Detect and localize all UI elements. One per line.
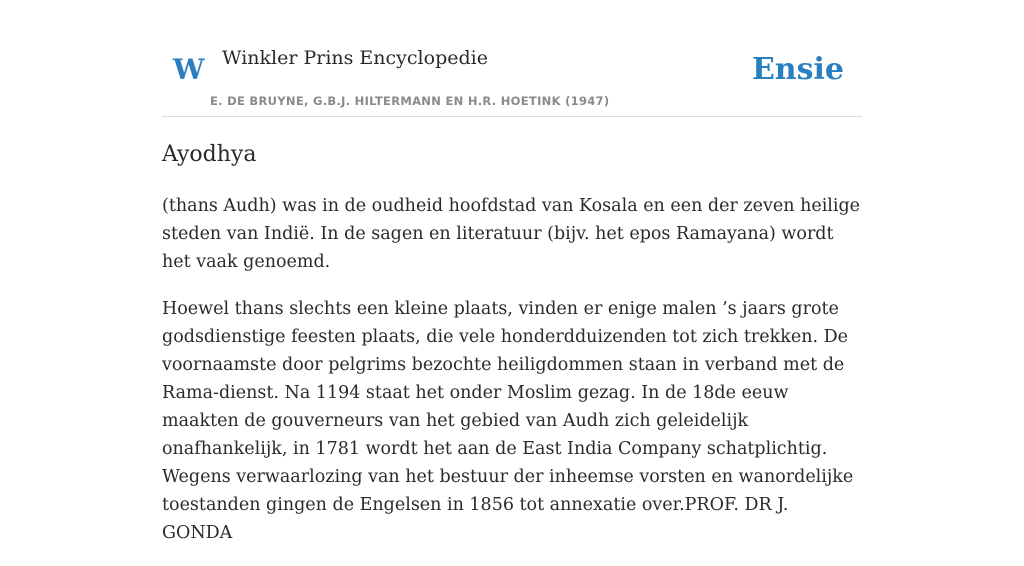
ensie-brand-logo[interactable]: Ensie [751,52,844,87]
entry-title: Ayodhya [162,142,257,167]
winkler-prins-logo-icon[interactable]: W [173,53,205,86]
site-header [162,0,862,117]
page [162,0,862,543]
book-title-link[interactable]: Winkler Prins Encyclopedie [222,47,488,69]
entry-paragraph-1: (thans Audh) was in de oudheid hoofdstad van Kosala en een der zeven heilige steden van Indië. In de sagen en literatuur (bijv. het epos Ramayana) wordt het vaak genoemd. [162,196,861,272]
book-authors: E. DE BRUYNE, G.B.J. HILTERMANN EN H.R. HOETINK (1947) [210,94,610,108]
entry-paragraph-2: Hoewel thans slechts een kleine plaats, vinden er enige malen ’s jaars grote godsdienstige feesten plaats, die vele honderdduizenden tot zich trekken. De voornaamste door pelgrims bezochte heiligdommen staan in verband met de Rama-dienst. Na 1194 staat het onder Moslim gezag. In de 18de eeuw maakten de gouverneurs van het gebied van Audh zich geleidelijk onafhankelijk, in 1781 wordt het aan de East India Company schatplichtig. Wegens verwaarlozing van het bestuur der inheemse vorsten en wanordelijke toestanden gingen de Engelsen in 1856 tot annexatie over.PROF. DR J. GONDA [162,299,854,543]
entry-body [162,192,862,566]
